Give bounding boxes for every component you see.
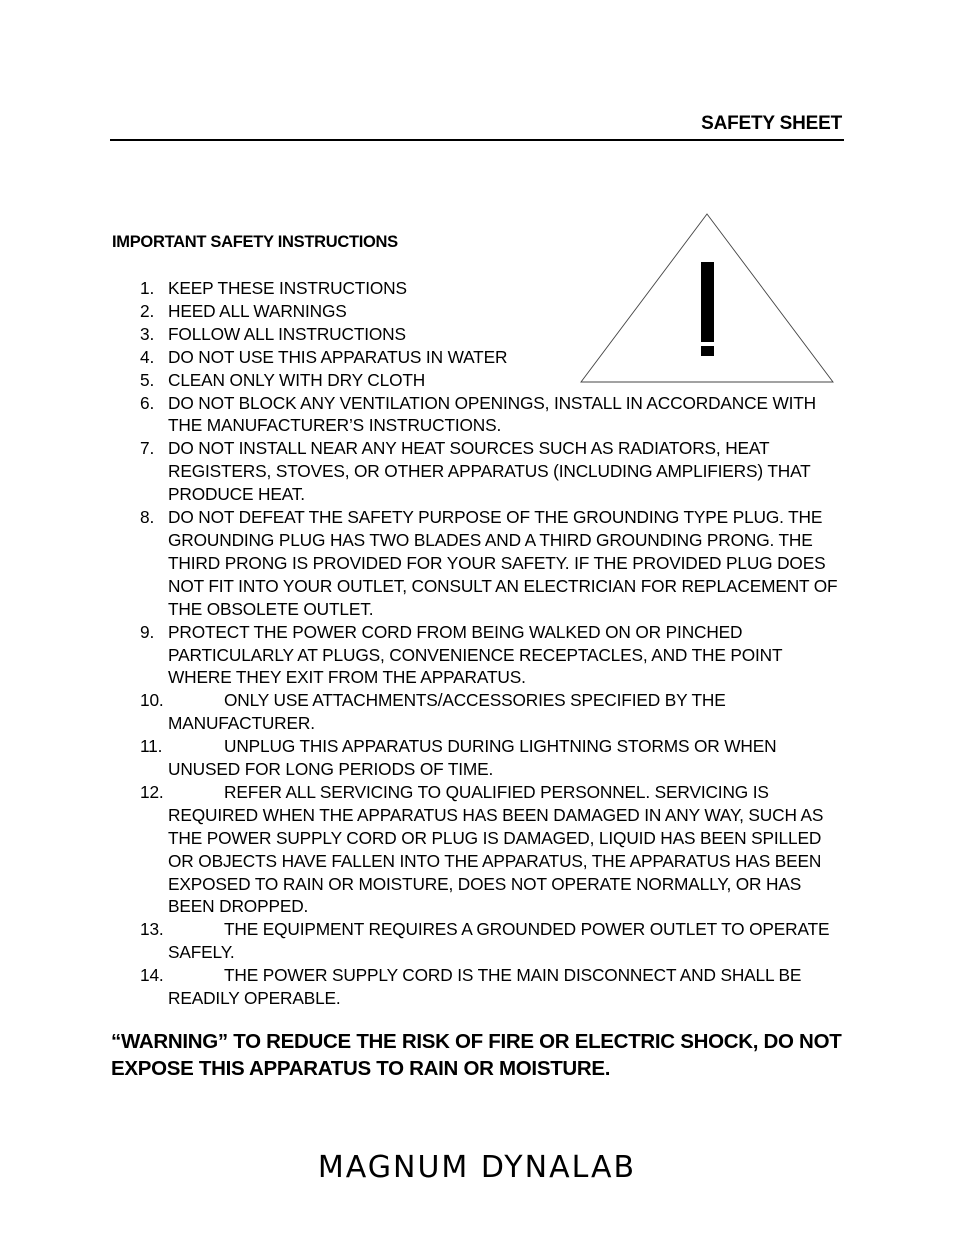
list-item-text: ONLY USE ATTACHMENTS/ACCESSORIES SPECIFIED BY THE MANUFACTURER.	[168, 690, 726, 734]
list-item-text: HEED ALL WARNINGS	[168, 300, 347, 321]
list-item-number: 5.	[140, 369, 155, 390]
list-item-text: DO NOT BLOCK ANY VENTILATION OPENINGS, INSTALL IN ACCORDANCE WITH THE MANUFACTURER’S INSTRUCTIONS.	[168, 392, 817, 436]
list-item-number: 12.	[140, 781, 164, 802]
brand-logo: MAGNUM DYNALAB	[317, 1150, 637, 1185]
list-item	[140, 277, 850, 300]
list-item-text: THE POWER SUPPLY CORD IS THE MAIN DISCONNECT AND SHALL BE READILY OPERABLE.	[168, 965, 802, 1009]
list-item-text: THE EQUIPMENT REQUIRES A GROUNDED POWER OUTLET TO OPERATE SAFELY.	[168, 919, 830, 963]
list-item-number: 4.	[140, 346, 155, 367]
list-item-text: FOLLOW ALL INSTRUCTIONS	[168, 323, 406, 344]
list-item-number: 13.	[140, 919, 164, 940]
list-item-text: DO NOT INSTALL NEAR ANY HEAT SOURCES SUCH AS RADIATORS, HEAT REGISTERS, STOVES, OR OTHER APPARATUS (INCLUDING AMPLIFIERS) THAT PRODUCE HEAT.	[168, 438, 811, 505]
list-item-number: 10.	[140, 690, 164, 711]
list-item	[140, 506, 850, 621]
list-item	[140, 689, 850, 735]
section-heading: IMPORTANT SAFETY INSTRUCTIONS	[112, 233, 398, 251]
list-item-number: 9.	[140, 621, 155, 642]
list-item-number: 6.	[140, 392, 155, 413]
list-item	[140, 781, 850, 918]
list-item	[140, 918, 850, 964]
list-item	[140, 369, 850, 392]
list-item-text: DO NOT USE THIS APPARATUS IN WATER	[168, 346, 508, 367]
list-item	[140, 964, 850, 1010]
list-item-number: 7.	[140, 438, 155, 459]
list-item-number: 2.	[140, 300, 155, 321]
list-item	[140, 323, 850, 346]
list-item-number: 1.	[140, 278, 155, 298]
safety-instructions-list	[140, 277, 850, 1010]
list-item-text: REFER ALL SERVICING TO QUALIFIED PERSONNEL. SERVICING IS REQUIRED WHEN THE APPARATUS HAS BEEN DAMAGED IN ANY WAY, SUCH AS THE POWER SUPPLY CORD OR PLUG IS DAMAGED, LIQUID HAS BEEN SPILLED OR OBJECTS HAVE FALLEN INTO THE APPARATUS, THE APPARATUS HAS BEEN EXPOSED TO RAIN OR MOISTURE, DOES NOT OPERATE NORMALLY, OR HAS BEEN DROPPED.	[168, 781, 824, 917]
page-title: SAFETY SHEET	[701, 113, 842, 134]
list-item	[140, 300, 850, 323]
list-item-number: 3.	[140, 323, 155, 344]
list-item-number: 14.	[140, 965, 164, 986]
list-item	[140, 346, 850, 369]
list-item-text: CLEAN ONLY WITH DRY CLOTH	[168, 369, 426, 390]
list-item-text: PROTECT THE POWER CORD FROM BEING WALKED ON OR PINCHED PARTICULARLY AT PLUGS, CONVENIENCE RECEPTACLES, AND THE POINT WHERE THEY EXIT FROM THE APPARATUS.	[168, 621, 783, 688]
list-item	[140, 735, 850, 781]
list-item-text: KEEP THESE INSTRUCTIONS	[168, 278, 407, 298]
list-item	[140, 621, 850, 690]
header-divider	[110, 139, 844, 141]
list-item	[140, 392, 850, 438]
list-item-text: DO NOT DEFEAT THE SAFETY PURPOSE OF THE GROUNDING TYPE PLUG. THE GROUNDING PLUG HAS TWO BLADES AND A THIRD GROUNDING PRONG. THE THIRD PRONG IS PROVIDED FOR YOUR SAFETY. IF THE PROVIDED PLUG DOES NOT FIT INTO YOUR OUTLET, CONSULT AN ELECTRICIAN FOR REPLACEMENT OF THE OBSOLETE OUTLET.	[168, 507, 838, 619]
list-item-number: 11.	[140, 736, 163, 757]
list-item-number: 8.	[140, 507, 155, 528]
warning-statement: “WARNING” TO REDUCE THE RISK OF FIRE OR ELECTRIC SHOCK, DO NOT EXPOSE THIS APPARATUS TO RAIN OR MOISTURE.	[111, 1030, 842, 1080]
list-item-text: UNPLUG THIS APPARATUS DURING LIGHTNING STORMS OR WHEN UNUSED FOR LONG PERIODS OF TIME.	[168, 736, 777, 780]
list-item	[140, 437, 850, 506]
